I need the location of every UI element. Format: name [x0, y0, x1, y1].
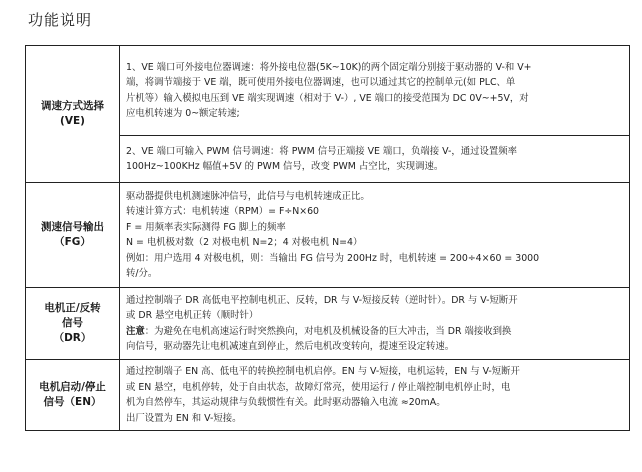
- label-line: 测速信号输出: [41, 221, 104, 233]
- desc-ve-potentiometer: [120, 46, 630, 136]
- label-line: 调速方式选择: [41, 100, 104, 112]
- desc-line: 或 DR 悬空电机正转（顺时针）: [126, 310, 259, 321]
- desc-line: 转/分。: [126, 268, 158, 279]
- desc-ve-pwm: [120, 136, 630, 183]
- desc-line: 驱动器提供电机测速脉冲信号，此信号与电机转速成正比。: [126, 190, 370, 202]
- desc-line: 例如：用户选用 4 对极电机，则：当输出 FG 信号为 200Hz 时，电机转速 = 200÷4×60 = 3000: [126, 252, 540, 264]
- desc-line: 或 EN 悬空，电机停转，处于自由状态，故障灯常亮，使用运行 / 停止端控制电机停止时，电: [126, 381, 511, 393]
- table-row-fg: [26, 183, 630, 288]
- label-line: 信号（EN）: [43, 396, 102, 408]
- label-direction: [26, 288, 120, 360]
- desc-line: 应电机转速为 0~额定转速;: [126, 108, 240, 119]
- desc-line: F = 用频率表实际测得 FG 脚上的频率: [126, 221, 286, 233]
- desc-fg: [120, 183, 630, 288]
- note-line: [126, 324, 623, 340]
- label-line: （FG）: [54, 236, 91, 248]
- desc-line: 100Hz~100KHz 幅值+5V 的 PWM 信号，改变 PWM 占空比，实现调速。: [126, 161, 444, 172]
- desc-line: 转速计算方式：电机转速（RPM）= F÷N×60: [126, 206, 320, 217]
- desc-line: 机为自然停车，其运动规律与负载惯性有关。此时驱动器输入电流 ≈20mA。: [126, 397, 446, 408]
- desc-line: 片机等）输入模拟电压到 VE 端实现调速（相对于 V-）, VE 端口的接受范围为 DC 0V~+5V，对: [126, 92, 529, 104]
- page-title: 功能说明: [28, 11, 93, 29]
- label-line: 电机正/反转: [44, 302, 101, 314]
- desc-line: 出厂设置为 EN 和 V-短接。: [126, 412, 242, 424]
- label-speed-output: [26, 183, 120, 288]
- table-row-dr: [26, 288, 630, 360]
- desc-line: 通过控制端子 DR 高低电平控制电机正、反转，DR 与 V-短接反转（逆时针）。DR 与 V-短断开: [126, 294, 518, 306]
- note-label: 注意: [126, 325, 145, 337]
- label-start-stop: [26, 360, 120, 431]
- label-line: （DR）: [53, 332, 92, 344]
- desc-line: 通过控制端子 EN 高、低电平的转换控制电机启停。EN 与 V-短接，电机运转，EN 与 V-短断开: [126, 366, 520, 377]
- desc-line: 1、VE 端口可外接电位器调速：将外接电位器(5K~10K)的两个固定端分别接于驱动器的 V-和 V+: [126, 61, 532, 73]
- desc-en: [120, 360, 630, 431]
- desc-line: N = 电机极对数（2 对极电机 N=2；4 对极电机 N=4）: [126, 237, 363, 248]
- table-row-ve: [26, 46, 630, 136]
- desc-dr: [120, 288, 630, 360]
- note-text: ：为避免在电机高速运行时突然换向，对电机及机械设备的巨大冲击，当 DR 端接收到换: [144, 325, 512, 337]
- function-spec-table: [25, 45, 630, 431]
- label-speed-mode: [26, 46, 120, 183]
- table-row-en: [26, 360, 630, 431]
- desc-line: 向信号，驱动器先让电机减速直到停止，然后电机改变转向，提速至设定转速。: [126, 341, 455, 352]
- label-line: 电机启动/停止: [39, 381, 106, 393]
- desc-line: 2、VE 端口可输入 PWM 信号调速：将 PWM 信号正端接 VE 端口，负端接 V-，通过设置频率: [126, 145, 518, 157]
- desc-line: 端，将调节端接于 VE 端，既可使用外接电位器调速，也可以通过其它的控制单元(如 PLC、单: [126, 77, 516, 88]
- label-line: (VE): [60, 115, 85, 127]
- label-line: 信号: [62, 317, 83, 329]
